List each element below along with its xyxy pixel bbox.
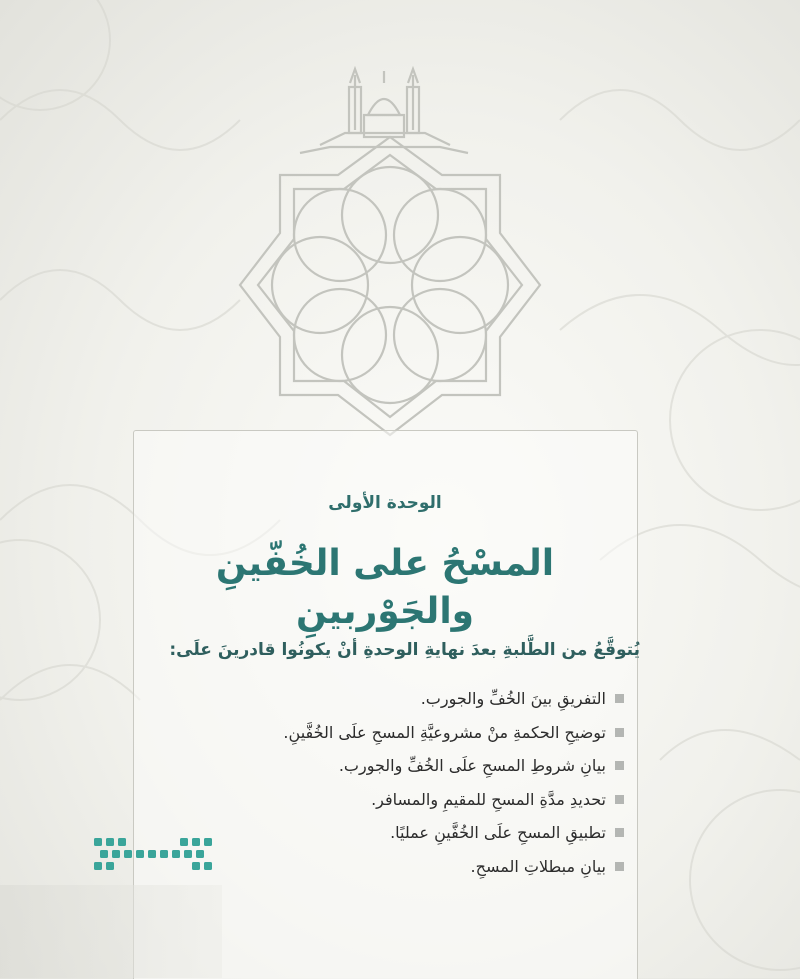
objective-item bbox=[164, 682, 624, 716]
square-bullet-icon bbox=[615, 694, 624, 703]
objectives-intro: يُتوقَّعُ من الطَّلبةِ بعدَ نهايةِ الوحدةِ أنْ يكونُوا قادرينَ علَى: bbox=[169, 640, 640, 660]
unit-title: المسْحُ على الخُفّينِ والجَوْربينِ bbox=[215, 543, 555, 632]
objective-text: توضيحِ الحكمةِ منْ مشروعيَّةِ المسحِ علَى الخُفَّينِ. bbox=[283, 722, 606, 742]
mosque-star-emblem bbox=[200, 55, 580, 460]
objective-text: تطبيقِ المسحِ علَى الخُفَّينِ عمليًا. bbox=[390, 823, 606, 843]
objective-item bbox=[164, 783, 624, 817]
ministry-logo-icon bbox=[94, 838, 212, 872]
bottom-corner-shade bbox=[0, 885, 222, 978]
objective-text: بيانِ مبطلاتِ المسحِ. bbox=[470, 856, 606, 876]
objectives-list bbox=[164, 682, 624, 883]
objective-text: تحديدِ مدَّةِ المسحِ للمقيمِ والمسافر. bbox=[371, 789, 606, 809]
objective-text: بيانِ شروطِ المسحِ علَى الخُفِّ والجورب. bbox=[338, 756, 606, 776]
objective-item bbox=[164, 850, 624, 884]
unit-label: الوحدة الأولى bbox=[328, 493, 442, 513]
objective-text: التفريقِ بينَ الخُفِّ والجورب. bbox=[420, 689, 606, 709]
square-bullet-icon bbox=[615, 862, 624, 871]
objective-item bbox=[164, 749, 624, 783]
square-bullet-icon bbox=[615, 761, 624, 770]
square-bullet-icon bbox=[615, 828, 624, 837]
objective-item bbox=[164, 716, 624, 750]
square-bullet-icon bbox=[615, 728, 624, 737]
objective-item bbox=[164, 816, 624, 850]
square-bullet-icon bbox=[615, 795, 624, 804]
